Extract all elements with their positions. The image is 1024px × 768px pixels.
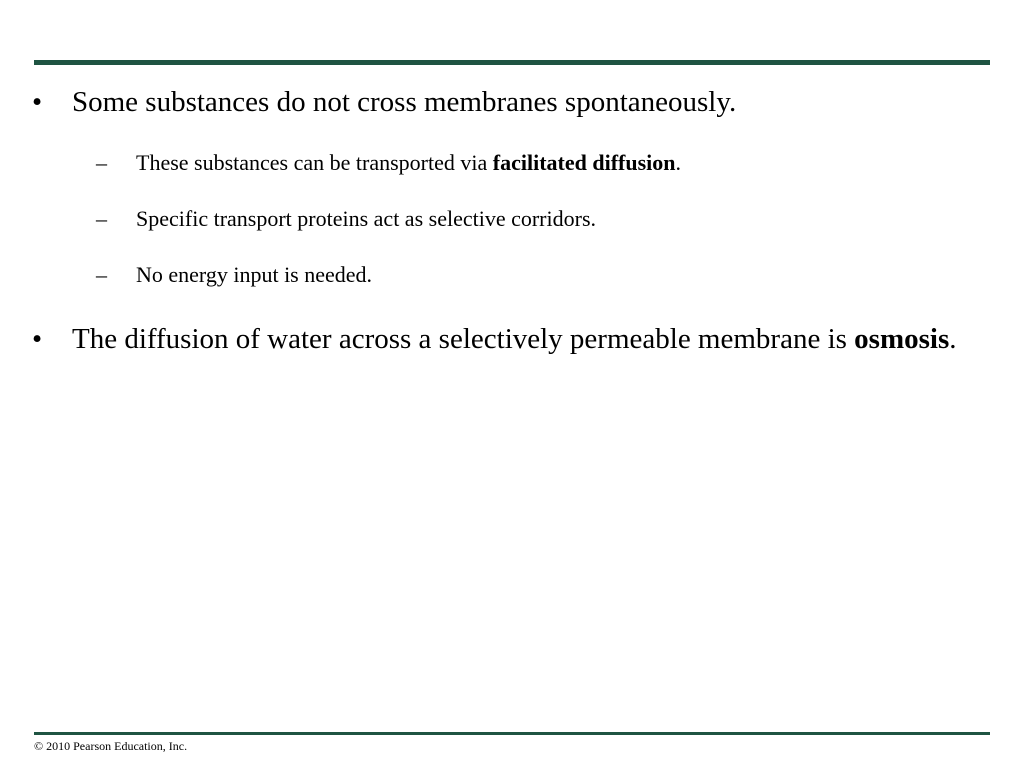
sub-bullet-text-after: .: [675, 150, 681, 175]
sub-bullet-item-1: [96, 149, 976, 177]
sub-bullet-item-3: [96, 261, 976, 289]
key-term-facilitated-diffusion: facilitated diffusion: [492, 150, 676, 175]
bullet-text-after: .: [949, 323, 957, 355]
bullet-marker: •: [32, 86, 43, 118]
bullet-marker: •: [32, 323, 43, 355]
key-term-osmosis: osmosis: [854, 323, 950, 355]
bullet-item-1: [32, 83, 982, 122]
sub-bullet-text: [136, 149, 681, 177]
top-divider-rule: [34, 60, 990, 65]
bullet-text: [72, 320, 972, 359]
sub-bullet-marker: –: [96, 150, 107, 175]
copyright-footer: © 2010 Pearson Education, Inc.: [34, 739, 188, 753]
sub-bullet-text-before: These substances can be transported via: [136, 150, 493, 175]
bottom-divider-rule: [34, 732, 990, 735]
bullet-text: Some substances do not cross membranes spontaneously.: [72, 86, 737, 118]
bullet-text-before: The diffusion of water across a selectively permeable membrane is: [72, 323, 855, 355]
sub-bullet-text: No energy input is needed.: [136, 262, 373, 287]
sub-bullet-marker: –: [96, 206, 107, 231]
bullet-item-2: [32, 320, 982, 359]
sub-bullet-text: Specific transport proteins act as selective corridors.: [136, 206, 597, 231]
sub-bullet-item-2: [96, 205, 976, 233]
sub-bullet-marker: –: [96, 262, 107, 287]
